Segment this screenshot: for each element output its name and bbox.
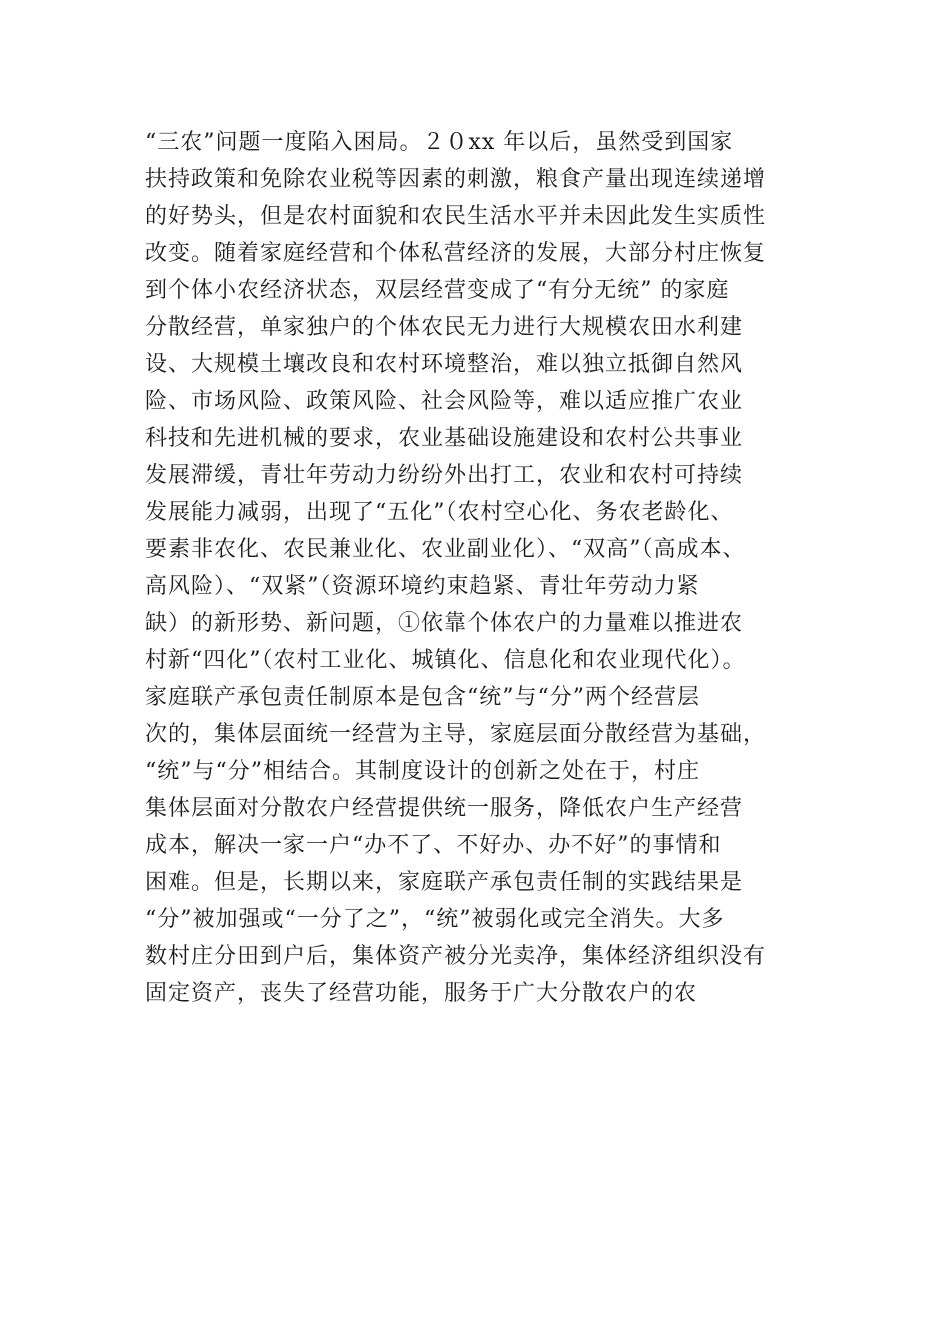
text-line: 的好势头，但是农村面貌和农民生活水平并未因此发生实质性 — [145, 204, 767, 229]
text-line: 高风险）、“双紧”（资源环境约束趋紧、青壮年劳动力紧 — [145, 574, 700, 599]
text-line: 到个体小农经济状态，双层经营变成了“有分无统” 的家庭 — [145, 278, 730, 303]
text-line: 设、大规模土壤改良和农村环境整治，难以独立抵御自然风 — [145, 352, 744, 377]
text-line: 困难。但是，长期以来，家庭联产承包责任制的实践结果是 — [145, 870, 744, 895]
text-line: 扶持政策和免除农业税等因素的刺激，粮食产量出现连续递增 — [145, 167, 767, 192]
text-line: 险、市场风险、政策风险、社会风险等，难以适应推广农业 — [145, 389, 744, 414]
text-line: 集体层面对分散农户经营提供统一服务，降低农户生产经营 — [145, 796, 744, 821]
text-line: “三农”问题一度陷入困局。２０xx 年以后，虽然受到国家 — [145, 130, 734, 155]
text-line: 家庭联产承包责任制原本是包含“统”与“分”两个经营层 — [145, 685, 700, 710]
text-line: 缺）的新形势、新问题，①依靠个体农户的力量难以推进农 — [145, 611, 744, 636]
text-line: 固定资产，丧失了经营功能，服务于广大分散农户的农 — [145, 981, 698, 1006]
text-line: 要素非农化、农民兼业化、农业副业化）、“双高”（高成本、 — [145, 537, 746, 562]
text-line: 发展滞缓，青壮年劳动力纷纷外出打工，农业和农村可持续 — [145, 463, 744, 488]
text-line: 村新“四化”（农村工业化、城镇化、信息化和农业现代化）。 — [145, 648, 746, 673]
text-line: 数村庄分田到户后，集体资产被分光卖净，集体经济组织没有 — [145, 944, 767, 969]
text-line: 发展能力减弱，出现了“五化”（农村空心化、务农老龄化、 — [145, 500, 734, 525]
text-line: 成本，解决一家一户“办不了、不好办、办不好”的事情和 — [145, 833, 722, 858]
text-line: 改变。随着家庭经营和个体私营经济的发展，大部分村庄恢复 — [145, 241, 767, 266]
text-line: 分散经营，单家独户的个体农民无力进行大规模农田水利建 — [145, 315, 744, 340]
body-paragraph — [145, 124, 825, 1012]
text-line: “统”与“分”相结合。其制度设计的创新之处在于，村庄 — [145, 759, 700, 784]
text-line: “分”被加强或“一分了之”，“统”被弱化或完全消失。大多 — [145, 907, 725, 932]
text-line: 科技和先进机械的要求，农业基础设施建设和农村公共事业 — [145, 426, 744, 451]
text-line: 次的，集体层面统一经营为主导，家庭层面分散经营为基础， — [145, 722, 767, 747]
